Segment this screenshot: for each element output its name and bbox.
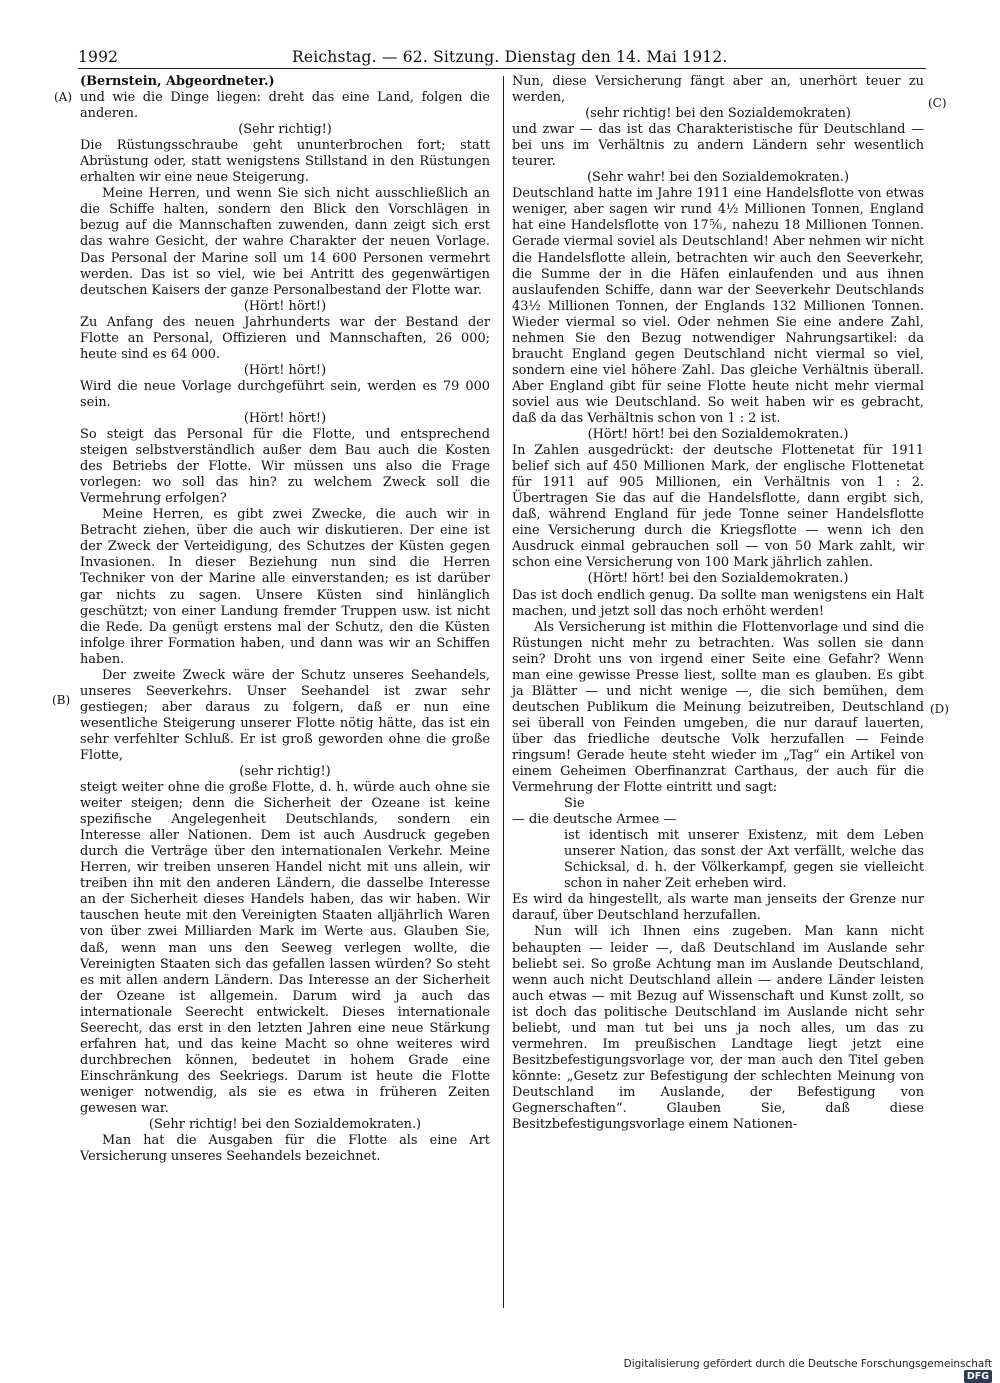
footer [600,1358,992,1382]
interjection: (Hört! hört! bei den Sozialdemokraten.) [587,571,849,587]
paragraph: ist identisch mit unserer Existenz, mit dem Leben unserer Nation, das sonst der Axt verfällt, welche das Schicksal, d. h. der Völkerkampf, gegen sie vielleicht schon in naher Zeit erheben wird. [564,828,924,892]
interjection: (Sehr richtig!) [238,122,332,138]
interjection: (Hört! hört!) [243,298,327,314]
text-column-left [80,74,490,1165]
paragraph: Wird die neue Vorlage durchgeführt sein, werden es 79 000 sein. [80,378,490,410]
interjection: (Hört! hört! bei den Sozialdemokraten.) [587,427,849,443]
page-title: Reichstag. — 62. Sitzung. Dienstag den 14. Mai 1912. [292,48,728,66]
interjection: (Sehr wahr! bei den Sozialdemokraten.) [587,170,849,186]
paragraph: Die Rüstungsschraube geht ununterbrochen fort; statt Abrüstung oder, statt wenigstens Stillstand in den Rüstungen erhalten wir eine neue Steigerung. [80,138,490,186]
margin-marker-d: (D) [930,702,949,716]
paragraph: — die deutsche Armee — [512,812,677,828]
interjection: (Sehr richtig! bei den Sozialdemokraten.) [148,1117,422,1133]
margin-marker-c: (C) [928,96,947,110]
dfg-logo: DFG [964,1370,992,1383]
paragraph: Meine Herren, und wenn Sie sich nicht ausschließlich an die Schiffe halten, sondern den Blick den Vorschlägen in bezug auf die Mannschaften zuwenden, dann zeigt sich erst das wahre Gesicht, der wahre Charakter der neuen Vorlage. Das Personal der Marine soll um 14 600 Personen vermehrt werden. Das ist so viel, wie bei Antritt des gegenwärtigen deutschen Kaisers der ganze Personalbestand der Flotte war. [80,186,490,298]
interjection: (Hört! hört!) [243,362,327,378]
paragraph: Es wird da hingestellt, als warte man jenseits der Grenze nur darauf, über Deutschland herzufallen. [512,892,924,924]
paragraph: Als Versicherung ist mithin die Flottenvorlage und sind die Rüstungen nicht mehr zu betrachten. Was sollen sie dann sein? Droht uns von irgend einer Seite eine Gefahr? Wenn man eine gewisse Presse liest, sollte man es glauben. Es gibt ja Blätter — und nicht wenige —, die sich bemühen, dem deutschen Publikum die Meinung beizutreiben, Deutschland sei überall von Feinden umgeben, die nur darauf lauerten, über das friedliche deutsche Volk herzufallen — Feinde ringsum! Gerade heute steht wieder im „Tag“ ein Artikel von einem Geheimen Oberfinanzrat Carthaus, der auch für die Vermehrung der Flotte eintritt und sagt: [512,619,924,796]
paragraph: So steigt das Personal für die Flotte, und entsprechend steigen selbstverständlich außer dem Bau auch die Kosten des Betriebs der Flotte. Wir müssen uns also die Frage vorlegen: wo soll das hin? zu welchem Zweck soll die Vermehrung erfolgen? [80,427,490,507]
paragraph: Meine Herren, es gibt zwei Zwecke, die auch wir in Betracht ziehen, über die auch wir diskutieren. Der eine ist der Zweck der Verteidigung, des Schutzes der Küsten gegen Invasionen. In dieser Beziehung nun sind die Herren Techniker von der Marine alle einverstanden; es ist darüber gar nichts zu sagen. Unsere Küsten sind hinlänglich geschützt; von einer Landung fremder Truppen usw. ist nicht die Rede. Da genügt erstens mal der Schutz, den die Küsten infolge ihrer Formation haben, und dann was wir an Schiffen haben. [80,507,490,667]
text-column-right [512,74,924,1133]
paragraph: Nun will ich Ihnen eins zugeben. Man kann nicht behaupten — leider —, daß Deutschland im Auslande sehr beliebt sei. So große Achtung man im Auslande Deutschland, wenn auch nicht Deutschland allein — andere Länder leisten auch etwas — mit Bezug auf Wissenschaft und Kunst zollt, so ist doch das politische Deutschland im Auslande nicht sehr beliebt, und man tut bei uns ja noch alles, um das zu vermehren. Im preußischen Landtage liegt jetzt eine Besitzbefestigungsvorlage vor, der man auch den Titel geben könnte: „Gesetz zur Befestigung der schlechten Meinung von Deutschland im Auslande, der Befestigung von Gegnerschaften“. Glauben Sie, daß diese Besitzbefestigungsvorlage einem Nationen- [512,924,924,1133]
paragraph: steigt weiter ohne die große Flotte, d. h. würde auch ohne sie weiter steigen; denn die Sicherheit der Ozeane ist keine spezifische Angelegenheit Deutschlands, sondern ein Interesse aller Nationen. Dem ist auch Ausdruck gegeben durch die Verträge über den internationalen Verkehr. Meine Herren, wir treiben unseren Handel nicht mit uns allein, wir treiben ihn mit den anderen Ländern, die dasselbe Interesse an der Sicherheit dieses Handels haben, das wir haben. Wir tauschen heute mit den Vereinigten Staaten alljährlich Waren von über zwei Milliarden Mark im Werte aus. Glauben Sie, daß, wenn man uns den Seeweg verlegen wollte, die Vereinigten Staaten sich das gefallen lassen würden? So steht es mit allen andern Ländern. Das Interesse an der Sicherheit der Ozeane ist allgemein. Darum wird ja auch das internationale Seerecht entwickelt. Dieses internationale Seerecht, das erst in den letzten Jahren eine neue Stärkung erfahren hat, und das keine Macht so ohne weiteres wird durchbrechen können, bedeutet in hohem Grade eine Einschränkung des Seekriegs. Darum ist heute die Flotte weniger notwendig, als sie es etwa in früheren Zeiten gewesen war. [80,780,490,1116]
paragraph: Sie [564,796,585,812]
interjection: (Hört! hört!) [243,410,327,426]
paragraph: Der zweite Zweck wäre der Schutz unseres Seehandels, unseres Seeverkehrs. Unser Seehandel ist zwar sehr gestiegen; aber daraus zu folgern, daß er nun eine wesentliche Steigerung unserer Flotte nötig hätte, das ist ein sehr verfehlter Schluß. Er ist groß geworden ohne die große Flotte, [80,667,490,763]
column-divider [503,76,504,1308]
paragraph: In Zahlen ausgedrückt: der deutsche Flottenetat für 1911 belief sich auf 450 Millionen Mark, der englische Flottenetat für 1911 auf 905 Millionen, ein Verhältnis von 1 : 2. Übertragen Sie das auf die Handelsflotte, dann ergibt sich, daß, während England für jede Tonne seiner Handelsflotte eine Versicherung durch die Kriegsflotte — wenn ich den Ausdruck einmal gebrauchen soll — von 50 Mark zahlt, wir schon eine Versicherung von 100 Mark jährlich zahlen. [512,443,924,571]
paragraph: Zu Anfang des neuen Jahrhunderts war der Bestand der Flotte an Personal, Offizieren und Mannschaften, 26 000; heute sind es 64 000. [80,314,490,362]
interjection: (sehr richtig! bei den Sozialdemokraten) [585,106,851,122]
paragraph: Nun, diese Versicherung fängt aber an, unerhört teuer zu werden, [512,74,924,106]
page-header [78,46,928,70]
paragraph: Man hat die Ausgaben für die Flotte als eine Art Versicherung unseres Seehandels bezeichnet. [80,1133,490,1165]
page-number: 1992 [78,48,119,66]
margin-marker-a: (A) [54,90,73,104]
header-rule [78,68,926,69]
footer-credit: Digitalisierung gefördert durch die Deutsche Forschungsgemeinschaft [623,1358,992,1370]
paragraph: und zwar — das ist das Charakteristische für Deutschland — bei uns im Verhältnis zu andern Ländern sehr wesentlich teurer. [512,122,924,170]
interjection: (sehr richtig!) [239,764,331,780]
paragraph: Das ist doch endlich genug. Da sollte man wenigstens ein Halt machen, und jetzt soll das noch erhöht werden! [512,587,924,619]
paragraph: und wie die Dinge liegen: dreht das eine Land, folgen die anderen. [80,90,490,122]
paragraph: Deutschland hatte im Jahre 1911 eine Handelsflotte von etwas weniger, aber sagen wir rund 4½ Millionen Tonnen, England hat eine Handelsflotte von 17⅚, nahezu 18 Millionen Tonnen. Gerade viermal soviel als Deutschland! Aber nehmen wir nicht die Handelsflotte allein, betrachten wir auch den Seeverkehr, die Summe der in die Häfen einlaufenden und aus ihnen auslaufenden Schiffe, dann war der Seeverkehr Deutschlands 43½ Millionen Tonnen, der Englands 132 Millionen Tonnen. Wieder viermal so viel. Oder nehmen Sie eine andere Zahl, nehmen Sie den Bezug notwendiger Nahrungsartikel: da braucht England gegen Deutschland nicht viermal so viel, sondern eine viel höhere Zahl. Das gleiche Verhältnis überall. Aber England gibt für seine Flotte heute nicht mehr viermal soviel aus wie Deutschland. So weit haben wir es gebracht, daß da das Verhältnis schon von 1 : 2 ist. [512,186,924,426]
margin-marker-b: (B) [52,693,71,707]
speaker-label: (Bernstein, Abgeordneter.) [80,74,275,89]
